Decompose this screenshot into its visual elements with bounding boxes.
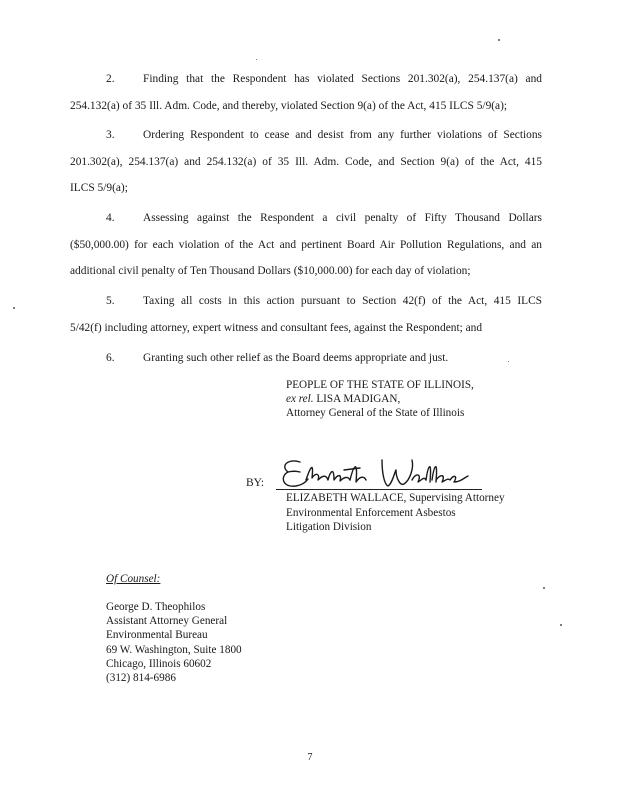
attorney-general-office: Attorney General of the State of Illinois <box>286 407 465 419</box>
paragraph-line: Granting such other relief as the Board deems appropriate and just. <box>143 352 449 364</box>
paragraph-line: Finding that the Respondent has violated Sections 201.302(a), 254.137(a) and <box>143 73 542 85</box>
relief-paragraph-5 <box>70 288 542 341</box>
ex-rel-name: LISA MADIGAN, <box>316 393 401 405</box>
signature-line <box>276 489 482 490</box>
page-number: 7 <box>307 752 313 763</box>
counsel-line: Chicago, Illinois 60602 <box>106 657 212 670</box>
paragraph-line: Ordering Respondent to cease and desist from any further violations of Sections <box>143 129 542 141</box>
relief-paragraph-3 <box>70 122 542 202</box>
paragraph-line: additional civil penalty of Ten Thousand Dollars ($10,000.00) for each day of violation; <box>70 265 471 277</box>
party-name: PEOPLE OF THE STATE OF ILLINOIS, <box>286 379 474 391</box>
counsel-line: Environmental Bureau <box>106 629 208 642</box>
of-counsel-block <box>106 600 242 685</box>
paragraph-number: 2. <box>106 73 115 85</box>
counsel-line: George D. Theophilos <box>106 601 206 613</box>
relief-paragraph-2 <box>70 66 542 119</box>
handwritten-signature <box>278 450 478 492</box>
signature-block <box>286 378 474 420</box>
by-label: BY: <box>246 477 265 489</box>
paragraph-line: 5/42(f) including attorney, expert witness and consultant fees, against the Respondent; and <box>70 321 483 334</box>
paragraph-line: ILCS 5/9(a); <box>70 182 128 194</box>
scan-speck <box>13 307 15 309</box>
paragraph-number: 3. <box>106 129 115 141</box>
paragraph-line: 254.132(a) of 35 Ill. Adm. Code, and thereby, violated Section 9(a) of the Act, 415 ILCS 5/9(a); <box>70 99 508 112</box>
attorney-block <box>286 491 505 535</box>
relief-paragraph-4 <box>70 205 542 285</box>
ex-rel-label: ex rel. <box>286 393 314 405</box>
paragraph-line: ($50,000.00) for each violation of the Act and pertinent Board Air Pollution Regulations, and an <box>70 238 542 251</box>
counsel-line: 69 W. Washington, Suite 1800 <box>106 643 242 656</box>
paragraph-number: 5. <box>106 295 115 307</box>
signer-division: Litigation Division <box>286 521 372 533</box>
paragraph-number: 6. <box>106 352 115 364</box>
relief-paragraph-6 <box>70 345 542 372</box>
of-counsel-label: Of Counsel: <box>106 573 161 585</box>
signer-unit: Environmental Enforcement Asbestos <box>286 506 456 519</box>
paragraph-line: Taxing all costs in this action pursuant to Section 42(f) of the Act, 415 ILCS <box>143 295 542 307</box>
counsel-line: (312) 814-6986 <box>106 672 176 685</box>
scan-speck <box>256 59 257 60</box>
paragraph-line: Assessing against the Respondent a civil penalty of Fifty Thousand Dollars <box>143 212 542 224</box>
scan-speck <box>560 624 562 626</box>
scan-speck <box>543 587 545 589</box>
paragraph-number: 4. <box>106 212 115 224</box>
signer-name: ELIZABETH WALLACE, Supervising Attorney <box>286 492 505 504</box>
scan-speck <box>498 39 500 41</box>
paragraph-line: 201.302(a), 254.137(a) and 254.132(a) of 35 Ill. Adm. Code, and Section 9(a) of the Act, 415 <box>70 155 542 168</box>
counsel-line: Assistant Attorney General <box>106 615 228 628</box>
